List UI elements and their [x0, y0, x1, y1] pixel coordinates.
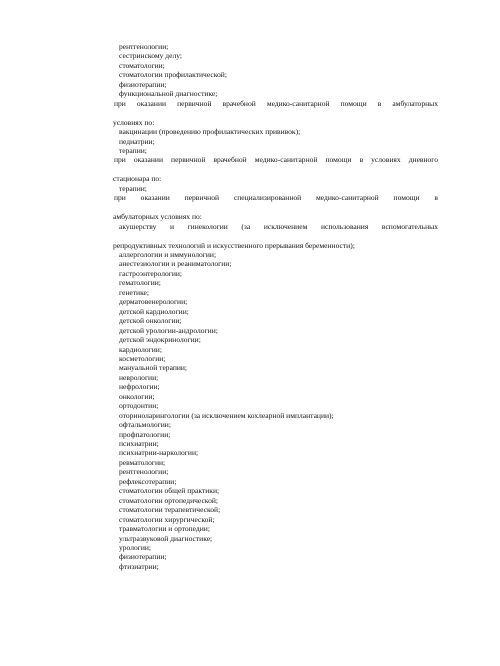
document-line: онкологии; [119, 391, 155, 401]
document-line: физиотерапии; [119, 552, 167, 562]
document-line: стационара по: [113, 174, 162, 184]
document-line: нефрологии; [119, 382, 160, 392]
document-line: детской урологии-андрологии; [119, 325, 218, 335]
document-line: рентгенологии; [119, 42, 169, 51]
document-line: неврологии; [119, 372, 159, 382]
document-line: ортодонтии; [119, 401, 159, 411]
document-line: анестезиологии и реаниматологии; [119, 259, 232, 269]
document-line: детской кардиологии; [119, 306, 189, 316]
document-line: гематологии; [119, 278, 161, 288]
document-line: оториноларингологии (за исключением кохлеарной имплантации); [119, 410, 334, 420]
document-line: гастроэнтерологии; [119, 268, 183, 278]
document-line: офтальмологии; [119, 420, 171, 430]
document-body [113, 42, 438, 571]
document-line: профпатологии; [119, 429, 171, 439]
document-line: рефлексотерапии; [119, 476, 177, 486]
document-line: косметологии; [119, 353, 166, 363]
document-line: генетике; [119, 287, 149, 297]
document-line: детской онкологии; [119, 316, 182, 326]
document-line: стоматологии общей практики; [119, 486, 220, 496]
document-line: репродуктивных технологий и искусственного прерывания беременности); [113, 240, 355, 250]
document-line: урологии; [119, 543, 152, 553]
document-line: детской эндокринологии; [119, 335, 201, 345]
document-line: при оказании первичной врачебной медико-санитарной помощи в амбулаторных [114, 98, 438, 108]
document-line: стоматологии терапевтической; [119, 505, 221, 515]
document-line: акушерству и гинекологии (за исключением использования вспомогательных [119, 221, 438, 231]
document-line: рентгенологии; [119, 467, 169, 477]
document-line: амбулаторных условиях по: [113, 212, 202, 222]
document-line: при оказании первичной врачебной медико-санитарной помощи в условиях дневного [114, 155, 438, 165]
document-line: при оказании первичной специализированной медико-санитарной помощи в [114, 193, 438, 203]
document-line: условиях по: [113, 117, 155, 127]
document-line: травматологии и ортопедии; [119, 524, 210, 534]
document-line: физиотерапии; [119, 79, 167, 89]
document-line: аллергологии и иммунологии; [119, 249, 217, 259]
document-line: кардиологии; [119, 344, 162, 354]
document-line: стоматологии хирургической; [119, 514, 215, 524]
document-line: функциональной диагностике; [119, 89, 218, 99]
document-line: стоматологии; [119, 60, 165, 70]
document-line: фтизиатрии; [119, 561, 159, 571]
document-line: ультразвуковой диагностике; [119, 533, 213, 543]
document-line: мануальной терапии; [119, 363, 188, 373]
document-line: стоматологии ортопедической; [119, 495, 218, 505]
document-line: педиатрии; [119, 136, 155, 146]
document-line: терапии; [119, 145, 147, 155]
document-line: психиатрии; [119, 439, 159, 449]
document-line: ревматологии; [119, 457, 166, 467]
document-line: дерматовенерологии; [119, 297, 188, 307]
document-line: психиатрии-наркологии; [119, 448, 199, 458]
document-line: сестринскому делу; [119, 51, 182, 61]
document-line: вакцинации (проведению профилактических прививок); [119, 127, 301, 137]
document-line: стоматологии профилактической; [119, 70, 227, 80]
document-line: терапии; [119, 183, 147, 193]
